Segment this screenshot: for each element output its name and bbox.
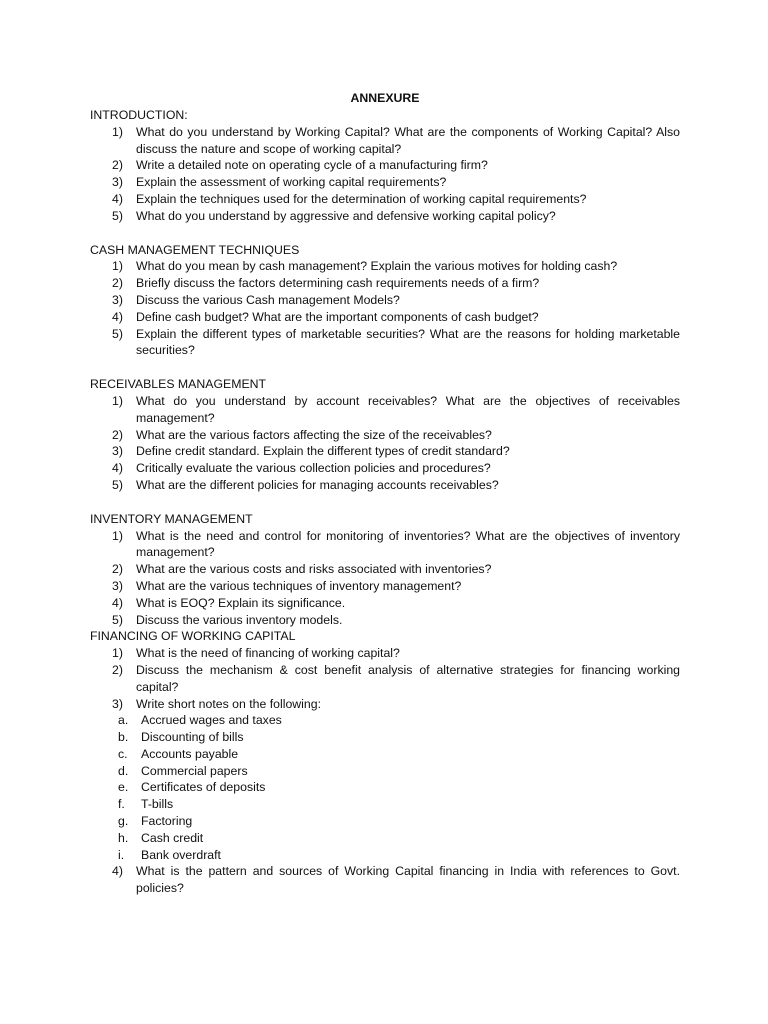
question-text: What do you mean by cash management? Explain the various motives for holding cash?: [136, 259, 618, 274]
question-text: Explain the different types of marketable securities? What are the reasons for holding marketable securities?: [136, 326, 680, 358]
question-number: 5): [112, 326, 123, 341]
question-number: 4): [112, 309, 123, 324]
question-number: 1): [112, 528, 123, 543]
question-item: [90, 578, 680, 595]
question-text: Discuss the various Cash management Models?: [136, 292, 400, 307]
document-page: [90, 90, 680, 897]
question-text: Explain the techniques used for the determination of working capital requirements?: [136, 191, 587, 206]
section-introduction: [90, 107, 680, 225]
question-text: What are the various factors affecting the size of the receivables?: [136, 427, 492, 442]
question-number: 3): [112, 175, 123, 190]
question-number: 2): [112, 276, 123, 291]
section-spacer: [90, 359, 680, 376]
section-spacer: [90, 225, 680, 242]
question-number: 5): [112, 208, 123, 223]
sub-item: [90, 763, 680, 780]
section-heading: FINANCING OF WORKING CAPITAL: [90, 629, 296, 644]
question-item: [90, 696, 680, 713]
question-text: What are the various techniques of inventory management?: [136, 578, 462, 593]
question-text: What is the pattern and sources of Working Capital financing in India with references to Govt. policies?: [136, 864, 680, 896]
question-number: 4): [112, 595, 123, 610]
question-item: [90, 208, 680, 225]
sub-item-letter: i.: [118, 847, 125, 862]
sub-item-list: [90, 712, 680, 863]
question-text: Define cash budget? What are the important components of cash budget?: [136, 309, 539, 324]
question-text: Critically evaluate the various collection policies and procedures?: [136, 461, 491, 476]
question-item: [90, 662, 680, 696]
question-item: [90, 460, 680, 477]
question-item: [90, 157, 680, 174]
question-text: What do you understand by aggressive and defensive working capital policy?: [136, 208, 556, 223]
question-text: Write a detailed note on operating cycle of a manufacturing firm?: [136, 158, 488, 173]
question-text: What are the different policies for managing accounts receivables?: [136, 477, 499, 492]
question-text: What is the need of financing of working capital?: [136, 646, 400, 661]
section-heading: RECEIVABLES MANAGEMENT: [90, 377, 267, 392]
question-number: 2): [112, 158, 123, 173]
question-list-continued: [90, 863, 680, 897]
question-number: 5): [112, 612, 123, 627]
question-list: [90, 393, 680, 494]
question-item: [90, 393, 680, 427]
section-heading: CASH MANAGEMENT TECHNIQUES: [90, 242, 300, 257]
question-number: 2): [112, 427, 123, 442]
question-item: [90, 477, 680, 494]
question-item: [90, 443, 680, 460]
question-number: 4): [112, 864, 123, 879]
question-list: [90, 258, 680, 359]
question-item: [90, 427, 680, 444]
sub-item: [90, 830, 680, 847]
section-receivables-management: [90, 376, 680, 494]
document-title: ANNEXURE: [350, 91, 420, 105]
sub-item-text: Discounting of bills: [141, 730, 244, 745]
question-item: [90, 292, 680, 309]
question-text: What is EOQ? Explain its significance.: [136, 595, 346, 610]
question-text: What do you understand by Working Capital? What are the components of Working Capital? Also discuss the nature and scope of working capital?: [136, 124, 680, 156]
sub-item: [90, 847, 680, 864]
question-list: [90, 528, 680, 629]
question-item: [90, 326, 680, 360]
sub-item-letter: c.: [118, 746, 128, 761]
question-item: [90, 528, 680, 562]
section-spacer: [90, 494, 680, 511]
question-list: [90, 645, 680, 712]
section-cash-management: [90, 242, 680, 360]
sub-item-text: T-bills: [141, 797, 174, 812]
sub-item-letter: e.: [118, 780, 129, 795]
question-number: 3): [112, 292, 123, 307]
sub-item-letter: a.: [118, 713, 129, 728]
question-text: Define credit standard. Explain the different types of credit standard?: [136, 444, 510, 459]
sub-item-text: Certificates of deposits: [141, 780, 266, 795]
question-item: [90, 275, 680, 292]
sub-item-text: Accrued wages and taxes: [141, 713, 282, 728]
question-number: 1): [112, 124, 123, 139]
question-text: What do you understand by account receivables? What are the objectives of receivables management?: [136, 393, 680, 425]
section-heading: INVENTORY MANAGEMENT: [90, 511, 253, 526]
sub-item: [90, 779, 680, 796]
sub-item: [90, 746, 680, 763]
sub-item-letter: f.: [118, 797, 125, 812]
question-number: 2): [112, 662, 123, 677]
question-text: What is the need and control for monitoring of inventories? What are the objectives of inventory management?: [136, 528, 680, 560]
question-number: 1): [112, 393, 123, 408]
question-text: Explain the assessment of working capital requirements?: [136, 175, 447, 190]
sub-item-letter: h.: [118, 830, 129, 845]
question-number: 2): [112, 562, 123, 577]
question-number: 3): [112, 578, 123, 593]
sub-item-text: Accounts payable: [141, 746, 239, 761]
sub-item-letter: b.: [118, 730, 129, 745]
sub-item-text: Factoring: [141, 814, 193, 829]
question-item: [90, 124, 680, 158]
section-financing-working-capital: [90, 628, 680, 897]
question-item: [90, 258, 680, 275]
question-list: [90, 124, 680, 225]
question-number: 4): [112, 191, 123, 206]
sub-item: [90, 712, 680, 729]
question-item: [90, 191, 680, 208]
sub-item-letter: d.: [118, 763, 129, 778]
section-heading: INTRODUCTION:: [90, 108, 188, 122]
question-item: [90, 863, 680, 897]
question-text: Briefly discuss the factors determining cash requirements needs of a firm?: [136, 276, 540, 291]
sub-item-letter: g.: [118, 814, 129, 829]
question-item: [90, 645, 680, 662]
question-number: 1): [112, 259, 123, 274]
question-number: 1): [112, 646, 123, 661]
question-text: Discuss the various inventory models.: [136, 612, 343, 627]
sub-item-text: Commercial papers: [141, 763, 248, 778]
question-number: 4): [112, 461, 123, 476]
question-text: What are the various costs and risks associated with inventories?: [136, 562, 492, 577]
question-text: Discuss the mechanism & cost benefit analysis of alternative strategies for financing working capital?: [136, 662, 680, 694]
question-item: [90, 174, 680, 191]
question-text: Write short notes on the following:: [136, 696, 322, 711]
question-number: 3): [112, 444, 123, 459]
question-number: 3): [112, 696, 123, 711]
question-item: [90, 612, 680, 629]
sub-item-text: Bank overdraft: [141, 847, 221, 862]
question-item: [90, 561, 680, 578]
question-number: 5): [112, 477, 123, 492]
sub-item: [90, 813, 680, 830]
question-item: [90, 309, 680, 326]
sub-item-text: Cash credit: [141, 830, 204, 845]
sub-item: [90, 796, 680, 813]
section-inventory-management: [90, 511, 680, 629]
sub-item: [90, 729, 680, 746]
question-item: [90, 595, 680, 612]
